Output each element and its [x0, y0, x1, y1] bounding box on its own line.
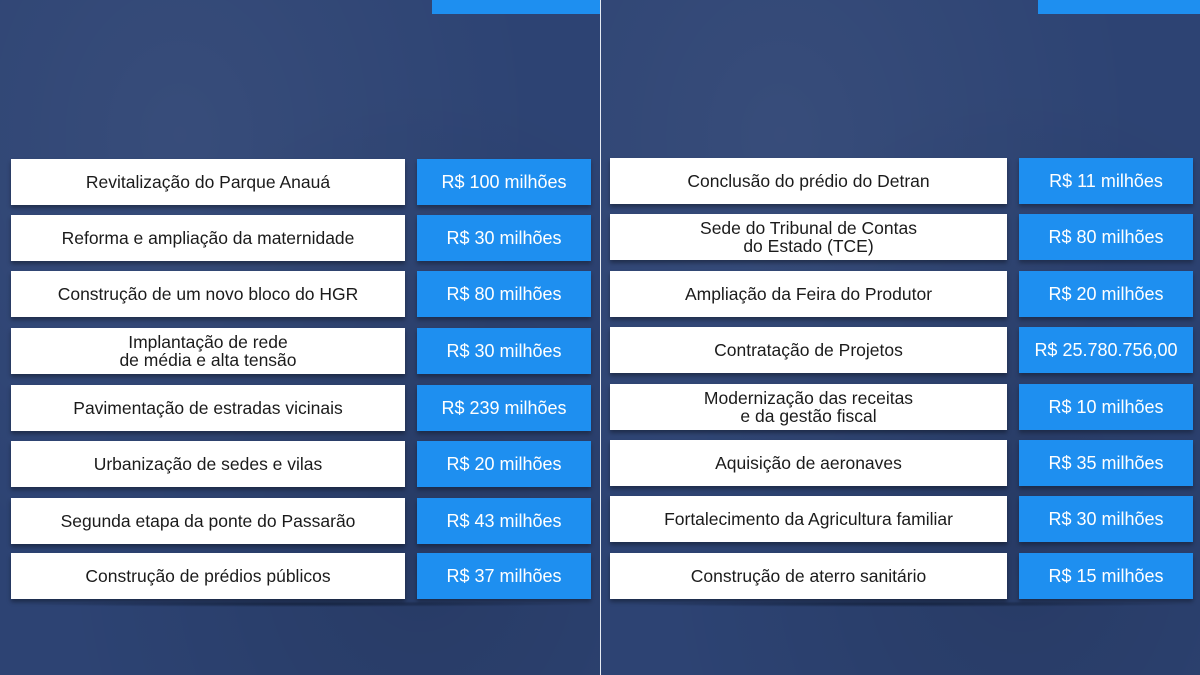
item-label: Conclusão do prédio do Detran — [610, 158, 1007, 204]
item-label: Construção de prédios públicos — [11, 553, 405, 599]
item-value: R$ 43 milhões — [417, 498, 591, 544]
list-item — [0, 328, 600, 374]
item-value: R$ 25.780.756,00 — [1019, 327, 1193, 373]
list-item — [0, 385, 600, 431]
list-item — [601, 271, 1200, 317]
item-value: R$ 80 milhões — [417, 271, 591, 317]
list-item — [601, 496, 1200, 542]
list-item — [601, 158, 1200, 204]
item-value: R$ 239 milhões — [417, 385, 591, 431]
list-item — [601, 327, 1200, 373]
list-item — [601, 440, 1200, 486]
item-label: Ampliação da Feira do Produtor — [610, 271, 1007, 317]
item-label: Fortalecimento da Agricultura familiar — [610, 496, 1007, 542]
item-label: Modernização das receitas e da gestão fiscal — [610, 384, 1007, 430]
item-label: Implantação de rede de média e alta tensão — [11, 328, 405, 374]
list-item — [0, 215, 600, 261]
list-item — [601, 384, 1200, 430]
item-value: R$ 30 milhões — [417, 328, 591, 374]
item-value: R$ 80 milhões — [1019, 214, 1193, 260]
item-value: R$ 11 milhões — [1019, 158, 1193, 204]
item-label: Segunda etapa da ponte do Passarão — [11, 498, 405, 544]
list-item — [0, 159, 600, 205]
item-value: R$ 35 milhões — [1019, 440, 1193, 486]
item-value: R$ 15 milhões — [1019, 553, 1193, 599]
list-item — [601, 553, 1200, 599]
item-value: R$ 30 milhões — [1019, 496, 1193, 542]
item-label: Sede do Tribunal de Contas do Estado (TCE) — [610, 214, 1007, 260]
right-panel — [601, 0, 1200, 675]
item-label: Revitalização do Parque Anauá — [11, 159, 405, 205]
list-item — [0, 271, 600, 317]
item-label: Construção de aterro sanitário — [610, 553, 1007, 599]
item-value: R$ 20 milhões — [417, 441, 591, 487]
item-label: Urbanização de sedes e vilas — [11, 441, 405, 487]
item-value: R$ 10 milhões — [1019, 384, 1193, 430]
item-value: R$ 37 milhões — [417, 553, 591, 599]
item-value: R$ 20 milhões — [1019, 271, 1193, 317]
list-item — [0, 553, 600, 599]
item-label: Contratação de Projetos — [610, 327, 1007, 373]
top-accent-tab — [1038, 0, 1200, 14]
item-value: R$ 30 milhões — [417, 215, 591, 261]
item-label: Aquisição de aeronaves — [610, 440, 1007, 486]
item-label: Construção de um novo bloco do HGR — [11, 271, 405, 317]
item-label: Pavimentação de estradas vicinais — [11, 385, 405, 431]
list-item — [0, 441, 600, 487]
shadow-decoration — [20, 601, 590, 607]
item-label: Reforma e ampliação da maternidade — [11, 215, 405, 261]
shadow-decoration — [621, 601, 1191, 607]
list-item — [601, 214, 1200, 260]
list-item — [0, 498, 600, 544]
top-accent-tab — [432, 0, 600, 14]
item-value: R$ 100 milhões — [417, 159, 591, 205]
